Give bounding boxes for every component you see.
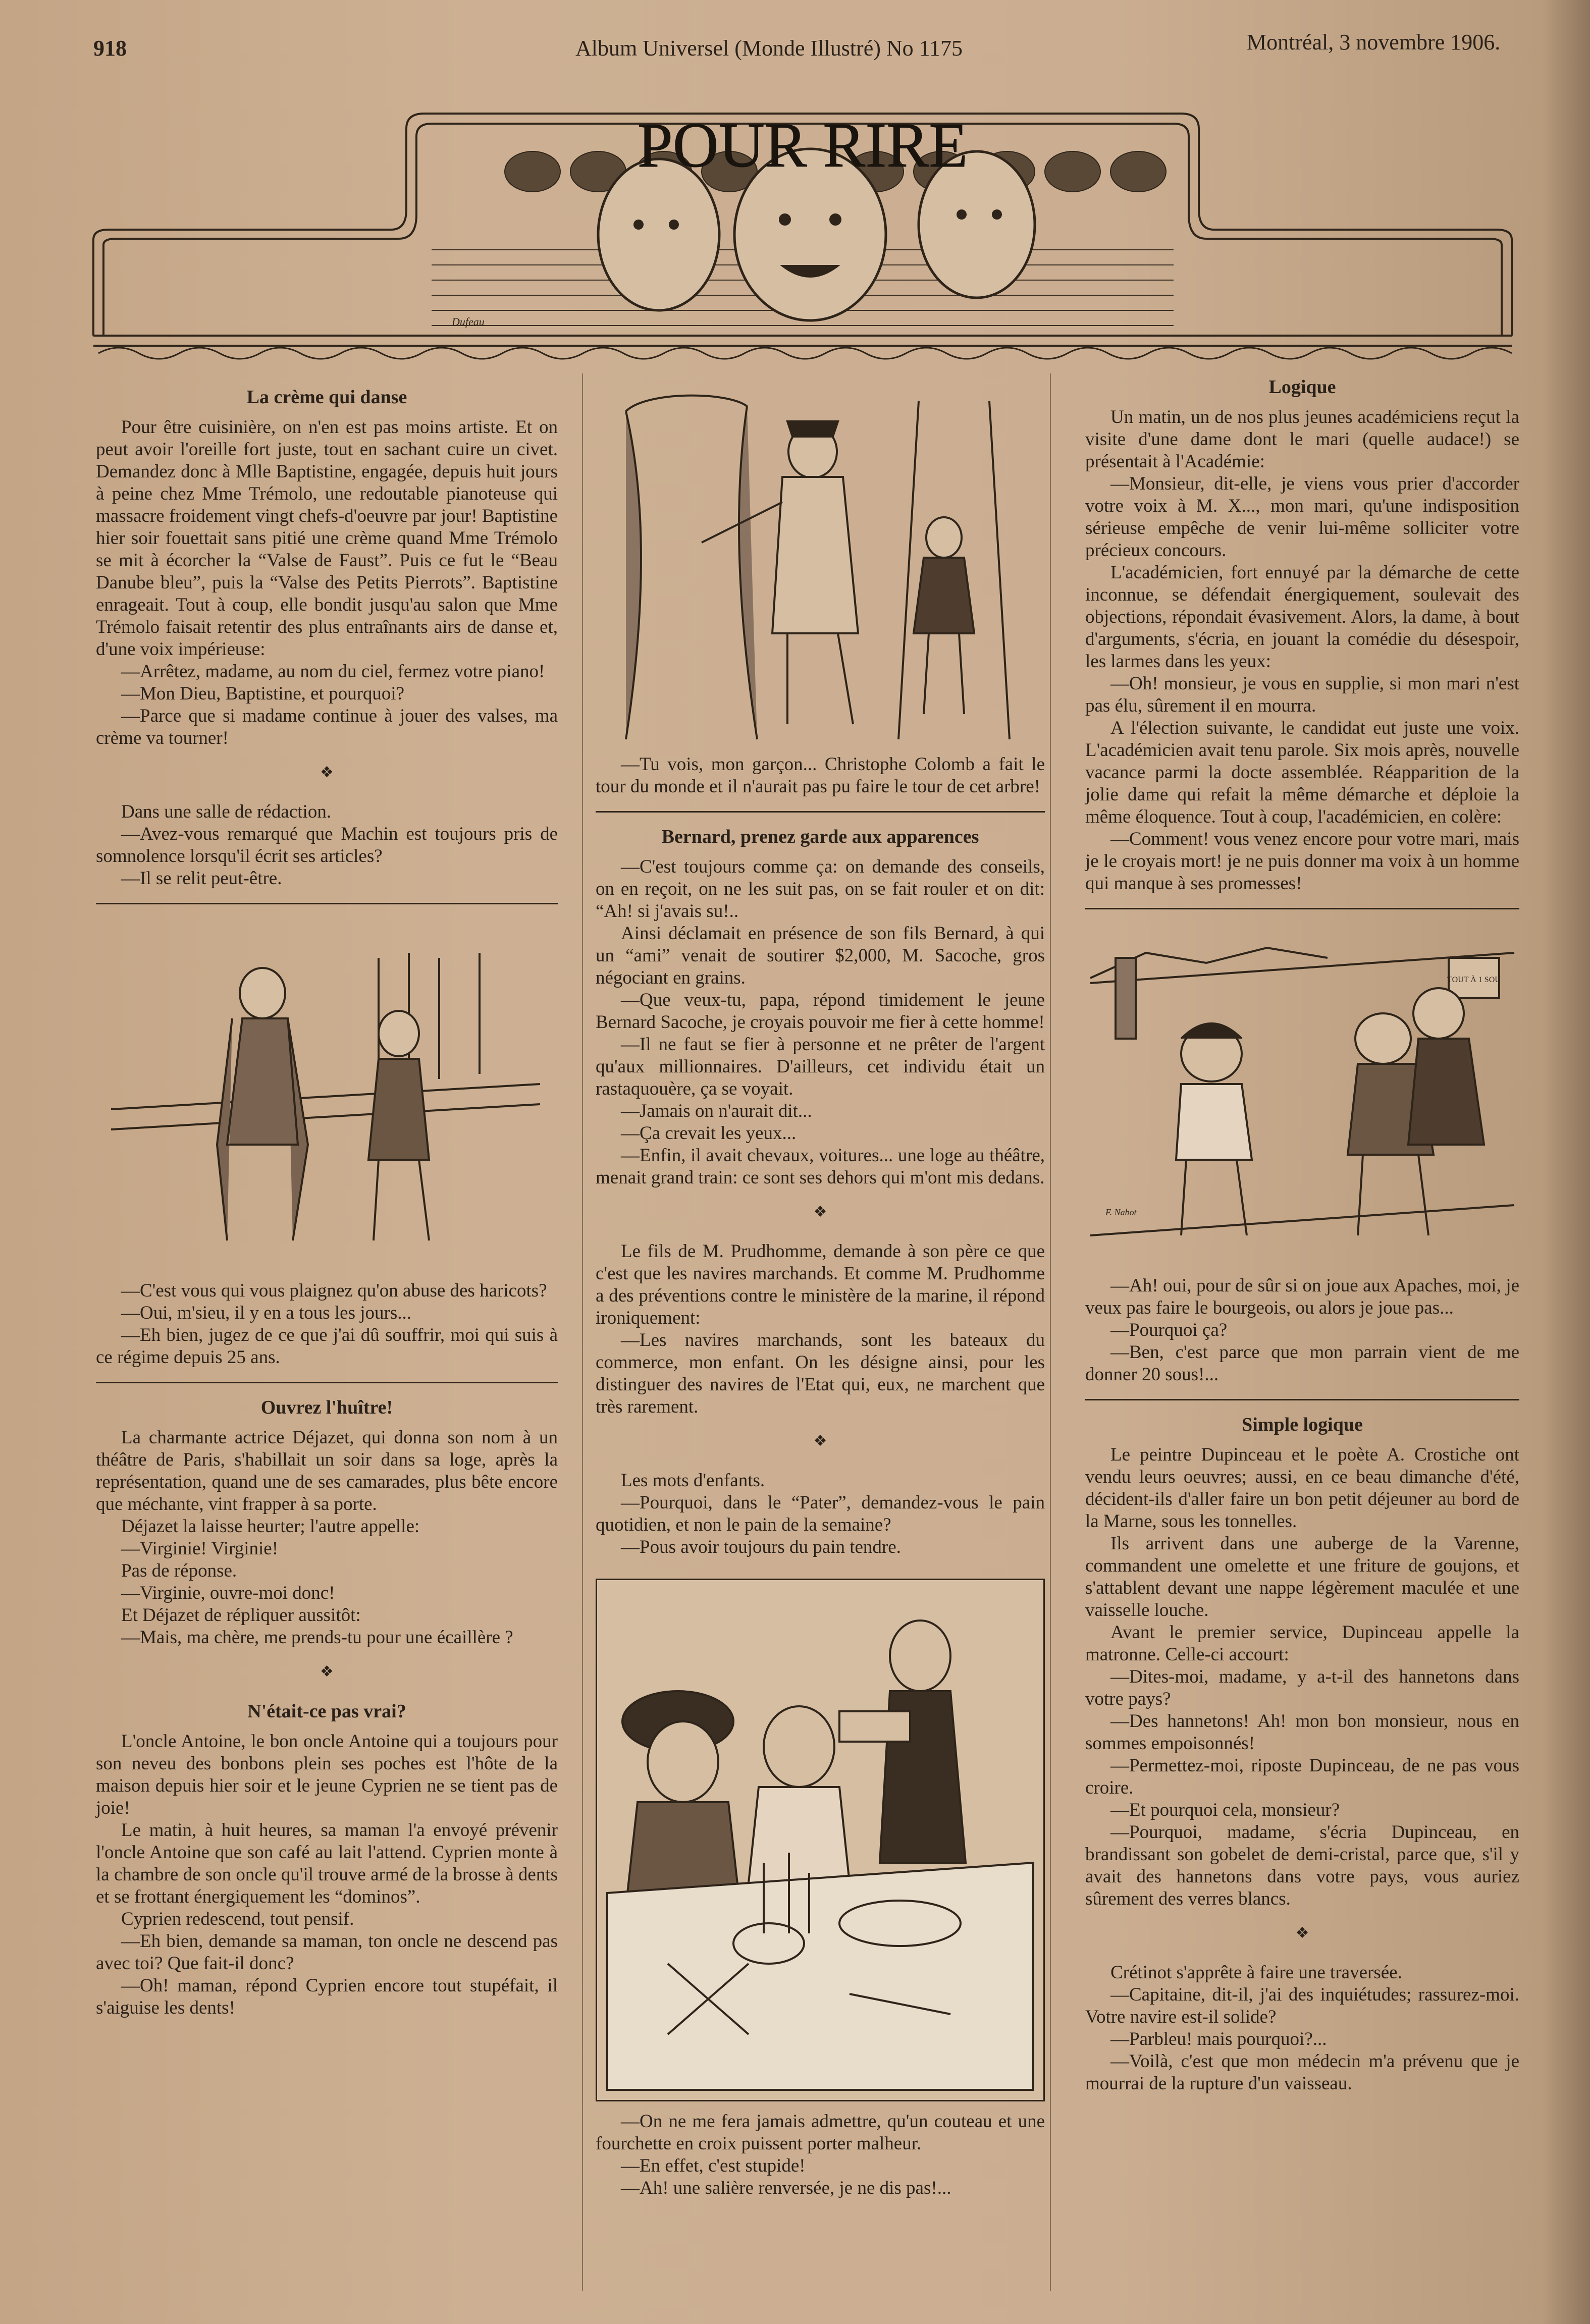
paragraph: Les mots d'enfants. <box>621 1470 765 1491</box>
paragraph: Ainsi déclamait en présence de son fils Bernard, à qui un “ami” venait de soutirer $2,000, M. Sacoche, gros négociant en grains. <box>596 923 1045 988</box>
paragraph: —Dites-moi, madame, y a-t-il des hannetons dans votre pays? <box>1085 1666 1519 1709</box>
article-title: Bernard, prenez garde aux apparences <box>661 826 979 847</box>
paragraph: —Parce que si madame continue à jouer des valses, ma crème va tourner! <box>96 706 558 748</box>
paragraph: Le peintre Dupinceau et le poète A. Crostiche ont vendu leurs oeuvres; aussi, en ce beau dimanche d'été, décident-ils d'aller faire un bon petit déjeuner au bord de la Marne, sous les tonnelles. <box>1085 1444 1519 1532</box>
banner-signature: Dufeau <box>452 315 485 328</box>
paragraph: —En effet, c'est stupide! <box>621 2155 806 2176</box>
ornament: ❖ <box>1295 1925 1309 1941</box>
paragraph: L'oncle Antoine, le bon oncle Antoine qui a toujours pour son neveu des bonbons plein ses poches est l'hôte de la maison depuis hier soir et le jeune Cyprien ne se tient pas de joie! <box>96 1731 558 1818</box>
paragraph: —Jamais on n'aurait dit... <box>621 1101 812 1121</box>
section-rule <box>1085 1399 1519 1400</box>
paragraph: —C'est toujours comme ça: on demande des conseils, on en reçoit, on ne les suit pas, on se fait rouler et on dit: “Ah! si j'avais su!.. <box>596 856 1045 922</box>
column-rule <box>1050 373 1051 2291</box>
column-3 <box>1085 376 1519 2095</box>
paragraph: —Mais, ma chère, me prends-tu pour une écaillère ? <box>121 1627 513 1648</box>
paragraph: —Ben, c'est parce que mon parrain vient de me donner 20 sous!... <box>1085 1342 1519 1385</box>
article-title: La crème qui danse <box>246 387 407 408</box>
paragraph: —Et pourquoi cela, monsieur? <box>1110 1800 1340 1820</box>
paragraph: Un matin, un de nos plus jeunes académiciens reçut la visite d'une dame dont le mari (quelle audace!) se présentait à l'Académie: <box>1085 407 1519 472</box>
paragraph: —Enfin, il avait chevaux, voitures... une loge au théâtre, menait grand train: ce sont ses dehors qui m'ont mis dedans. <box>596 1145 1045 1188</box>
paragraph: Pas de réponse. <box>121 1560 237 1581</box>
paragraph: —Oh! maman, répond Cyprien encore tout stupéfait, il s'aiguise les dents! <box>96 1975 558 2018</box>
paragraph: —Les navires marchands, sont les bateaux du commerce, mon enfant. On les désigne ainsi, pour les distinguer des navires de l'Etat qui, eux, ne marchent que très rarement. <box>596 1330 1045 1417</box>
paragraph: —Pourquoi, madame, s'écria Dupinceau, en brandissant son gobelet de demi-cristal, parce que, s'il y avait des hannetons dans votre pays, vous auriez sûrement des verres blancs. <box>1085 1822 1519 1909</box>
paragraph: —Pourquoi ça? <box>1110 1320 1228 1340</box>
paragraph: Pour être cuisinière, on n'en est pas moins artiste. Et on peut avoir l'oreille fort juste, tout en sachant cuire un civet. Demandez donc à Mlle Baptistine, engagée, depuis huit jours à peine chez Mme Trémolo, une redoutable pianoteuse qui massacre froidement vingt chefs-d'oeuvre par jour! Baptistine hier soir fouettait sans pitié une crème quand Mme Trémolo se mit à écorcher la “Valse de Faust”. Puis ce fut le “Beau Danube bleu”, puis la “Valse des Petits Pierrots”. Baptistine enrageait. Tout à coup, elle bondit jusqu'au salon que Mme Trémolo faisait retentir des plus entraînants airs de danse et, d'une voix impérieuse: <box>96 417 558 660</box>
paragraph: —Mon Dieu, Baptistine, et pourquoi? <box>121 683 405 704</box>
column-1 <box>96 386 558 2019</box>
paragraph: —Oui, m'sieu, il y en a tous les jours... <box>121 1303 411 1323</box>
illustration-apaches <box>1085 923 1519 1266</box>
paragraph: —Parbleu! mais pourquoi?... <box>1110 2029 1327 2049</box>
apaches-sign: TOUT À 1 SOU <box>1447 976 1501 984</box>
paragraph: —Pous avoir toujours du pain tendre. <box>621 1537 901 1557</box>
paragraph: —Eh bien, jugez de ce que j'ai dû souffrir, moi qui suis à ce régime depuis 25 ans. <box>96 1325 558 1368</box>
article-title: Simple logique <box>1242 1414 1363 1435</box>
paragraph: —Eh bien, demande sa maman, ton oncle ne descend pas avec toi? Que fait-il donc? <box>96 1931 558 1974</box>
banner-title: POUR RIRE <box>637 111 968 181</box>
page-number: 918 <box>93 36 127 61</box>
article-title: N'était-ce pas vrai? <box>247 1701 406 1722</box>
pour-rire-banner <box>88 98 1517 366</box>
colomb-drawing <box>596 391 1045 744</box>
artist-signature: F. Nabot <box>1105 1207 1137 1217</box>
paragraph: L'académicien, fort ennuyé par la démarche de cette inconnue, se défendait énergiquement, soulevait des objections, répondait évasivement. Alors, la dame, à bout d'arguments, s'écria, en jouant la comédie du désespoir, les larmes dans les yeux: <box>1085 562 1519 672</box>
paragraph: —Voilà, c'est que mon médecin m'a prévenu que je mourrai de la rupture d'un vaisseau. <box>1085 2051 1519 2094</box>
paragraph: Avant le premier service, Dupinceau appelle la matronne. Celle-ci accourt: <box>1085 1622 1519 1665</box>
paragraph: Le matin, à huit heures, sa maman l'a envoyé prévenir l'oncle Antoine que son café au lait l'attend. Cyprien monte à la chambre de son oncle qu'il trouve armé de la brosse à dents et se frottant énergiquement les “dominos”. <box>96 1820 558 1907</box>
paragraph: —Oh! monsieur, je vous en supplie, si mon mari n'est pas élu, sûrement il en mourra. <box>1085 673 1519 716</box>
paragraph: —Virginie! Virginie! <box>121 1538 279 1559</box>
paragraph: —Capitaine, dit-il, j'ai des inquiétudes; rassurez-moi. Votre navire est-il solide? <box>1085 1984 1519 2027</box>
paragraph: Et Déjazet de répliquer aussitôt: <box>121 1605 361 1626</box>
paragraph: —Des hannetons! Ah! mon bon monsieur, nous en sommes empoisonnés! <box>1085 1711 1519 1754</box>
ornament: ❖ <box>813 1204 827 1220</box>
paragraph: —Monsieur, dit-elle, je viens vous prier d'accorder votre voix à M. X..., mon mari, qu'une indisposition sérieuse empêche de venir lui-même solliciter votre précieux concours. <box>1085 473 1519 561</box>
paragraph: —Ah! une salière renversée, je ne dis pas!... <box>621 2178 951 2198</box>
illustration-dinner <box>596 1579 1045 2101</box>
section-rule <box>96 1382 558 1383</box>
illustration-haricots <box>96 917 558 1271</box>
paragraph: —Avez-vous remarqué que Machin est toujours pris de somnolence lorsqu'il écrit ses articles? <box>96 824 558 867</box>
illustration-colomb <box>596 391 1045 744</box>
paragraph: Déjazet la laisse heurter; l'autre appelle: <box>121 1516 420 1537</box>
dinner-drawing <box>597 1580 1043 2100</box>
publication-title: Album Universel (Monde Illustré) No 1175 <box>575 36 963 61</box>
paragraph: Crétinot s'apprête à faire une traversée. <box>1110 1962 1402 1983</box>
paragraph: La charmante actrice Déjazet, qui donna son nom à un théâtre de Paris, s'habillait un soir dans sa loge, après la représentation, quand une de ses camarades, plus bête encore que méchante, vint frapper à sa porte. <box>96 1427 558 1515</box>
apaches-drawing <box>1085 923 1519 1266</box>
paragraph: —Il ne faut se fier à personne et ne prêter de l'argent qu'aux millionnaires. D'ailleurs, cet individu était un rastaquouère, ça se voyait. <box>596 1034 1045 1099</box>
column-2 <box>596 391 1045 2199</box>
paragraph: —Tu vois, mon garçon... Christophe Colomb a fait le tour du monde et il n'aurait pas pu faire le tour de cet arbre! <box>596 754 1045 797</box>
ornament: ❖ <box>320 1663 334 1680</box>
banner-frame <box>88 98 1517 366</box>
paragraph: Cyprien redescend, tout pensif. <box>121 1909 354 1929</box>
issue-date: Montréal, 3 novembre 1906. <box>1247 30 1501 55</box>
haricots-drawing <box>96 917 558 1271</box>
paragraph: —Ça crevait les yeux... <box>621 1123 797 1144</box>
paragraph: —Comment! vous venez encore pour votre mari, mais je le croyais mort! je ne puis donner ma voix à un homme qui manque à ses promesses! <box>1085 829 1519 894</box>
section-rule <box>1085 908 1519 909</box>
article-title: Ouvrez l'huître! <box>260 1397 393 1418</box>
paragraph: Ils arrivent dans une auberge de la Varenne, commandent une omelette et une friture de goujons, et s'attablent devant une nappe légèrement maculée et une vaisselle louche. <box>1085 1533 1519 1620</box>
paragraph: —On ne me fera jamais admettre, qu'un couteau et une fourchette en croix puissent porter malheur. <box>596 2111 1045 2154</box>
section-rule <box>596 811 1045 813</box>
paragraph: —Que veux-tu, papa, répond timidement le jeune Bernard Sacoche, je croyais pouvoir me fier à cette homme! <box>596 990 1045 1033</box>
paragraph: —Pourquoi, dans le “Pater”, demandez-vous le pain quotidien, et non le pain de la semaine? <box>596 1492 1045 1535</box>
paragraph: —Arrêtez, madame, au nom du ciel, fermez votre piano! <box>121 661 545 682</box>
paragraph: Dans une salle de rédaction. <box>121 801 332 822</box>
ornament: ❖ <box>320 764 334 781</box>
ornament: ❖ <box>813 1433 827 1449</box>
paragraph: —C'est vous qui vous plaignez qu'on abuse des haricots? <box>121 1280 547 1301</box>
section-rule <box>96 903 558 904</box>
paragraph: —Ah! oui, pour de sûr si on joue aux Apaches, moi, je veux pas faire le bourgeois, ou alors je joue pas... <box>1085 1275 1519 1318</box>
paragraph: —Permettez-moi, riposte Dupinceau, de ne pas vous croire. <box>1085 1755 1519 1798</box>
column-rule <box>582 373 583 2291</box>
paragraph: A l'élection suivante, le candidat eut juste une voix. L'académicien avait tenu parole. Six mois après, nouvelle vacance parmi la docte assemblée. Réapparition de la jolie dame qui refait la même démarche et déploie la même éloquence. Tout à coup, l'académicien, en colère: <box>1085 718 1519 827</box>
article-title: Logique <box>1268 376 1336 398</box>
paragraph: —Virginie, ouvre-moi donc! <box>121 1583 335 1603</box>
paragraph: —Il se relit peut-être. <box>121 868 282 889</box>
paragraph: Le fils de M. Prudhomme, demande à son père ce que c'est que les navires marchands. Et comme M. Prudhomme a des préventions contre le ministère de la marine, il répond ironiquement: <box>596 1241 1045 1328</box>
